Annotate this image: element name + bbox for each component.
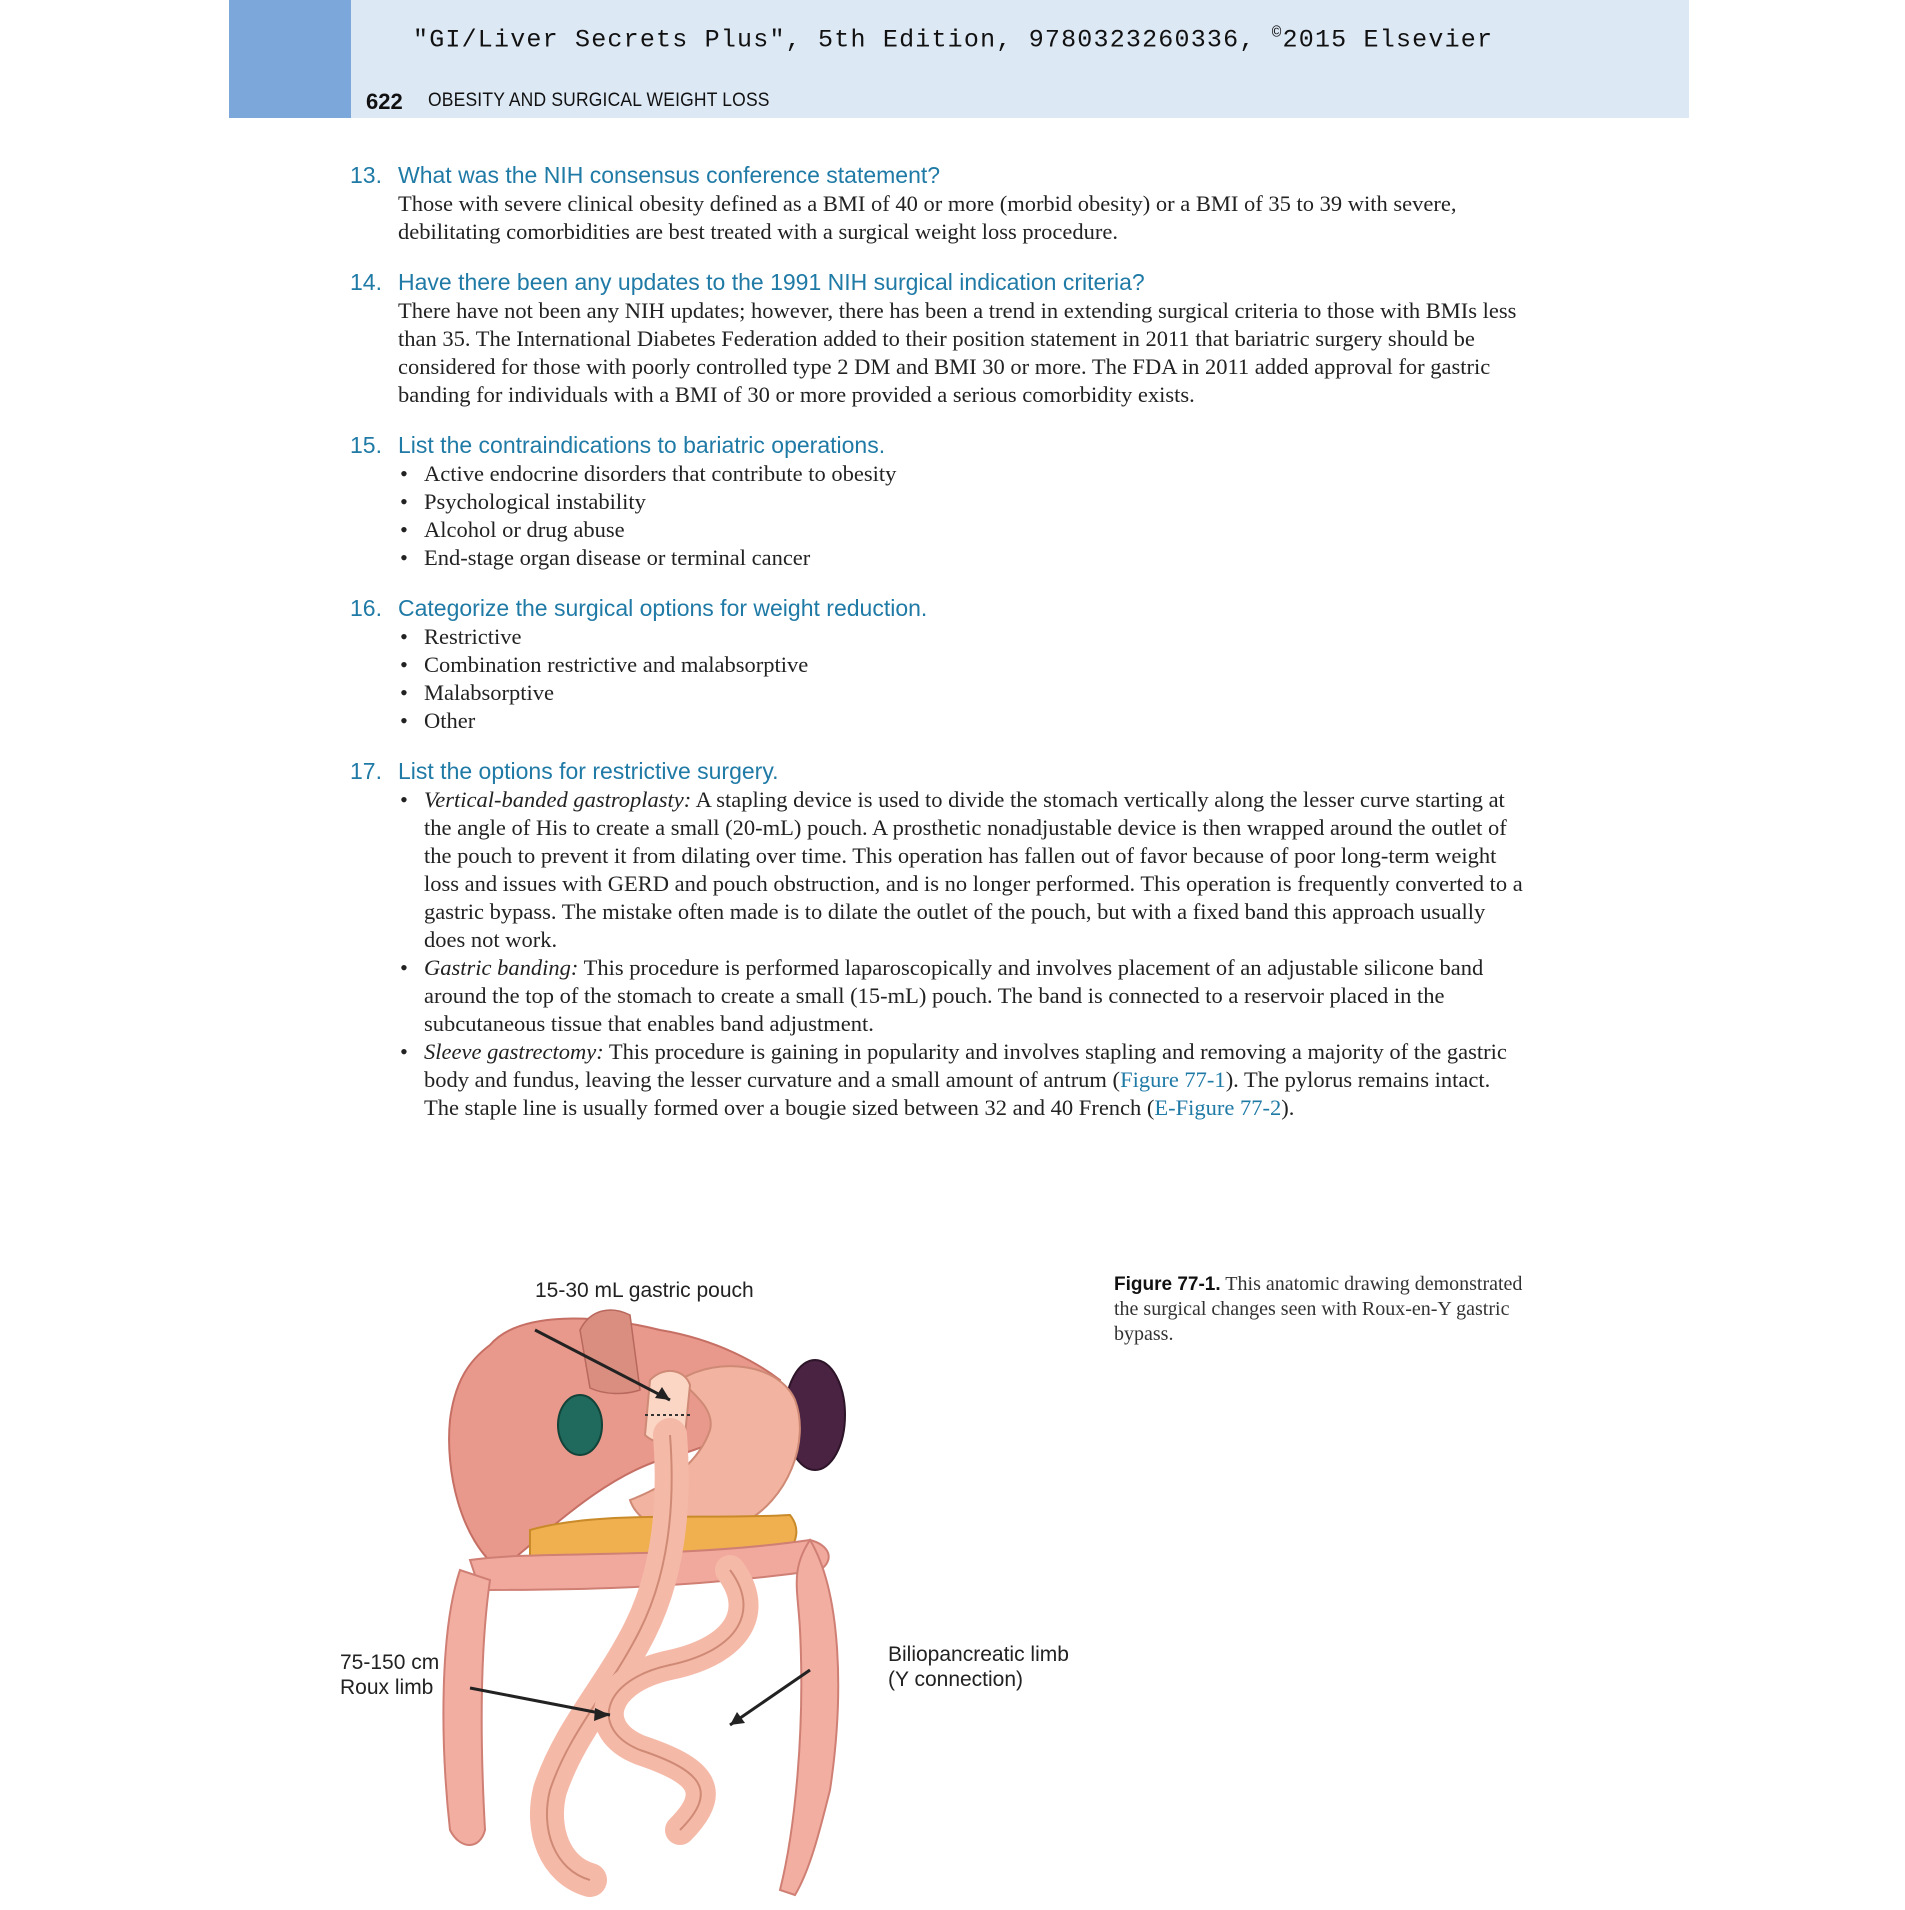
caption-text: This anatomic drawing demonstrated the surgical changes seen with Roux-en-Y gastric bypass. <box>1114 1273 1523 1345</box>
e-figure-link[interactable]: E-Figure 77-2 <box>1154 1095 1282 1120</box>
question-number: 15. <box>350 432 382 458</box>
procedure-description: This procedure is gaining in popularity and involves stapling and removing a majority of the gastric body and fundus, leaving the lesser curvature and a small amount of antrum ( <box>424 1039 1507 1092</box>
main-content <box>350 160 1530 1143</box>
roux-limb-length: 75-150 cm <box>340 1651 440 1674</box>
descending-colon-shape <box>780 1540 838 1895</box>
question-text: List the options for restrictive surgery. <box>398 758 779 784</box>
bilio-arrow <box>730 1670 810 1725</box>
question-text: List the contraindications to bariatric operations. <box>398 432 886 458</box>
gallbladder-shape <box>558 1395 602 1455</box>
question-number: 16. <box>350 595 382 621</box>
anatomy-illustration <box>340 1270 1100 1905</box>
question-text: What was the NIH consensus conference statement? <box>398 162 941 188</box>
procedure-term: Sleeve gastrectomy: <box>424 1039 604 1064</box>
ascending-colon-shape <box>443 1570 490 1845</box>
copyright-symbol: © <box>1271 24 1283 42</box>
page-number: 622 <box>366 89 403 114</box>
y-connection-note: (Y connection) <box>888 1668 1024 1691</box>
procedure-term: Vertical-banded gastroplasty: <box>424 787 692 812</box>
answer-text: There have not been any NIH updates; however, there has been a trend in extending surgical criteria to those with BMIs less than 35. The International Diabetes Federation added to their position statement in 2011 that bariatric surgery should be considered for those with poorly controlled type 2 DM and BMI 30 or more. The FDA in 2011 added approval for gastric banding for individuals with a BMI of 30 or more provided a serious comorbidity exists. <box>398 298 1517 407</box>
bilio-arrowhead <box>730 1712 745 1725</box>
list-item <box>398 786 1530 954</box>
question-number: 14. <box>350 269 382 295</box>
question-heading <box>350 160 1530 190</box>
roux-limb-label <box>340 1650 439 1700</box>
question-16 <box>350 593 1530 735</box>
list-item: • Combination restrictive and malabsorptive <box>398 651 1530 679</box>
question-heading <box>350 593 1530 623</box>
answer-text: Those with severe clinical obesity defined as a BMI of 40 or more (morbid obesity) or a BMI of 35 to 39 with severe, debilitating comorbidities are best treated with a surgical weight loss procedure. <box>398 191 1457 244</box>
figure-link[interactable]: Figure 77-1 <box>1120 1067 1226 1092</box>
question-number: 13. <box>350 162 382 188</box>
roux-limb-name: Roux limb <box>340 1676 434 1699</box>
biliopancreatic-limb-shape <box>609 1570 744 1830</box>
question-heading <box>350 430 1530 460</box>
list-item <box>398 1038 1530 1122</box>
source-line <box>413 24 1493 54</box>
question-17 <box>350 756 1530 1122</box>
list-item: • Restrictive <box>398 623 1530 651</box>
procedure-description: This procedure is performed laparoscopically and involves placement of an adjustable silicone band around the top of the stomach to create a small (15-mL) pouch. The band is connected to a reservoir placed in the subcutaneous tissue that enables band adjustment. <box>424 955 1484 1036</box>
list-item: • Other <box>398 707 1530 735</box>
source-text: "GI/Liver Secrets Plus", 5th Edition, 9780323260336, <box>413 25 1272 55</box>
procedure-description-cont: ). The pylorus remains intact. The staple line is usually formed over a bougie sized between 32 and 40 French ( <box>424 1067 1491 1120</box>
surgical-options-list <box>398 623 1530 735</box>
caption-title: Figure 77-1. <box>1114 1274 1221 1295</box>
question-15 <box>350 430 1530 572</box>
chapter-title: OBESITY AND SURGICAL WEIGHT LOSS <box>428 90 770 111</box>
pouch-label: 15-30 mL gastric pouch <box>535 1279 754 1302</box>
restrictive-surgery-list <box>398 786 1530 1122</box>
question-number: 17. <box>350 758 382 784</box>
list-item: • End-stage organ disease or terminal cancer <box>398 544 1530 572</box>
question-heading <box>350 267 1530 297</box>
list-item: • Alcohol or drug abuse <box>398 516 1530 544</box>
question-text: Have there been any updates to the 1991 NIH surgical indication criteria? <box>398 269 1145 295</box>
list-item: • Psychological instability <box>398 488 1530 516</box>
header-color-tab <box>229 0 351 118</box>
question-13 <box>350 160 1530 246</box>
figure-77-1 <box>340 1270 1100 1905</box>
question-heading <box>350 756 1530 786</box>
contraindications-list <box>398 460 1530 572</box>
procedure-description: A stapling device is used to divide the stomach vertically along the lesser curve starting at the angle of His to create a small (20-mL) pouch. A prosthetic nonadjustable device is then wrapped around the outlet of the pouch to prevent it from dilating over time. This operation has fallen out of favor because of poor long-term weight loss and issues with GERD and pouch obstruction, and is no longer performed. This operation is frequently converted to a gastric bypass. The mistake often made is to dilate the outlet of the pouch, but with a fixed band this approach usually does not work. <box>424 787 1523 952</box>
biliopancreatic-label <box>888 1642 1069 1692</box>
procedure-term: Gastric banding: <box>424 955 579 980</box>
figure-caption <box>1114 1272 1544 1347</box>
source-year-publisher: 2015 Elsevier <box>1282 25 1494 55</box>
biliopancreatic-name: Biliopancreatic limb <box>888 1643 1069 1666</box>
question-14 <box>350 267 1530 409</box>
list-item: • Active endocrine disorders that contribute to obesity <box>398 460 1530 488</box>
procedure-description-end: ). <box>1281 1095 1295 1120</box>
list-item: • Malabsorptive <box>398 679 1530 707</box>
list-item <box>398 954 1530 1038</box>
question-text: Categorize the surgical options for weight reduction. <box>398 595 928 621</box>
